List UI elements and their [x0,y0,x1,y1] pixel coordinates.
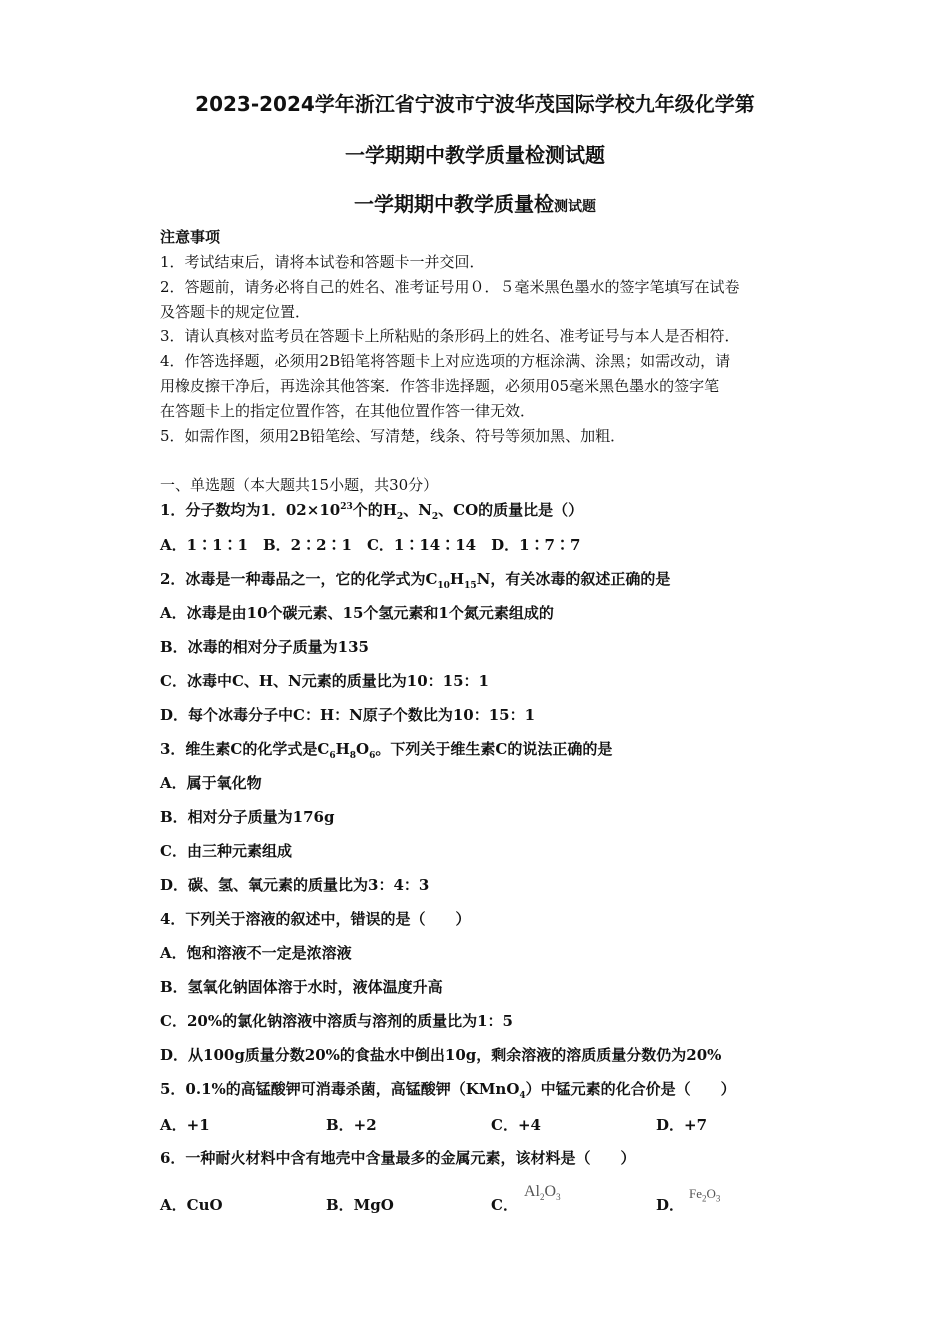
question-1-stem [160,500,583,520]
formula-subscript: 3 [556,1192,561,1203]
q2-text: H [449,570,465,588]
q3-text: O [356,740,370,758]
question-2-stem [160,569,670,589]
q3-subscript: 8 [349,751,357,761]
formula-subscript: 2 [540,1192,545,1203]
q3-subscript: 6 [369,751,376,761]
notice-item: 5．如需作图，须用2B铅笔绘、写清楚，线条、符号等须加黑、加粗． [160,427,626,445]
title-line-3-small: 测试题 [554,199,596,215]
question-6-option-a: A．CuO [160,1196,223,1214]
formula-element: Al [524,1183,540,1200]
question-6-formula-c [524,1183,561,1201]
section-heading: 一、单选题（本大题共15小题，共30分） [160,476,439,494]
question-5-option-c: C．+4 [491,1116,541,1134]
q5-subscript: 4 [519,1091,526,1101]
formula-element: O [544,1183,557,1200]
q3-text: 。下列关于维生素C的说法正确的是 [375,740,613,758]
notice-item: 用橡皮擦干净后，再选涂其他答案．作答非选择题，必须用05毫米黑色墨水的签字笔 [160,377,720,395]
question-5-stem [160,1079,736,1099]
question-4-option-c: C．20%的氯化钠溶液中溶质与溶剂的质量比为1：5 [160,1012,513,1030]
q5-text: ）中锰元素的化合价是（ ） [525,1080,736,1098]
q2-text: N，有关冰毒的叙述正确的是 [476,570,671,588]
question-3-option-c: C．由三种元素组成 [160,842,292,860]
question-2-option-c: C．冰毒中C、H、N元素的质量比为10：15：1 [160,672,489,690]
question-2-option-b: B．冰毒的相对分子质量为135 [160,638,369,656]
notice-item: 1．考试结束后，请将本试卷和答题卡一并交回． [160,253,485,271]
q2-subscript: 15 [464,581,477,591]
formula-element: O [706,1186,716,1201]
notice-item: 在答题卡上的指定位置作答，在其他位置作答一律无效． [160,402,536,420]
question-2-option-d: D．每个冰毒分子中C：H：N原子个数比为10：15：1 [160,706,536,724]
notice-item: 2．答题前，请务必将自己的姓名、准考证号用０．５毫米黑色墨水的签字笔填写在试卷 [160,278,740,296]
q2-subscript: 10 [437,581,450,591]
question-6-option-c: C． [491,1196,518,1214]
question-4-option-d: D．从100g质量分数20%的食盐水中倒出10g，剩余溶液的溶质质量分数仍为20% [160,1046,722,1064]
q1-subscript: 2 [396,512,404,522]
q1-subscript: 2 [431,512,439,522]
question-4-stem: 4．下列关于溶液的叙述中，错误的是（ ） [160,910,471,928]
q3-text: H [335,740,350,758]
formula-element: Fe [689,1186,702,1201]
q1-text: 、CO的质量比是（） [438,501,584,519]
notice-heading: 注意事项 [160,228,221,246]
formula-subscript: 2 [702,1193,707,1204]
question-3-option-b: B．相对分子质量为176g [160,808,335,826]
page-title-line-3 [0,188,950,217]
notice-item: 4．作答选择题，必须用2B铅笔将答题卡上对应选项的方框涂满、涂黑；如需改动，请 [160,352,731,370]
question-1-options: A．1∶1∶1 B．2∶2∶1 C．1∶14∶14 D．1∶7∶7 [160,536,581,554]
question-6-stem: 6．一种耐火材料中含有地壳中含量最多的金属元素，该材料是（ ） [160,1149,636,1167]
question-5-option-b: B．+2 [326,1116,377,1134]
q3-text: 3．维生素C的化学式是C [160,740,330,758]
question-5-option-d: D．+7 [656,1116,708,1134]
question-6-option-d: D． [656,1196,685,1214]
question-2-option-a: A．冰毒是由10个碳元素、15个氢元素和1个氮元素组成的 [160,604,554,622]
question-5-option-a: A．+1 [160,1116,210,1134]
question-4-option-b: B．氢氧化钠固体溶于水时，液体温度升高 [160,978,443,996]
question-3-stem [160,739,612,759]
question-4-option-a: A．饱和溶液不一定是浓溶液 [160,944,352,962]
page-title-line-1: 2023-2024学年浙江省宁波市宁波华茂国际学校九年级化学第 [195,92,755,116]
q3-subscript: 6 [329,751,336,761]
question-6-formula-d [689,1186,720,1202]
q1-text: 、N [403,501,432,519]
formula-subscript: 3 [715,1193,721,1204]
title-line-3-main: 一学期期中教学质量检 [354,192,554,216]
q1-exponent: 23 [340,502,353,512]
page-title-line-2: 一学期期中教学质量检测试题 [345,143,605,167]
q2-text: 2．冰毒是一种毒品之一，它的化学式为C [160,570,438,588]
q5-text: 5．0.1%的高锰酸钾可消毒杀菌，高锰酸钾（KMnO [160,1080,520,1098]
notice-item: 及答题卡的规定位置． [160,303,311,321]
q1-text: 1．分子数均为1．02×10 [160,501,341,519]
q1-text: 个的H [352,501,397,519]
notice-item: 3．请认真核对监考员在答题卡上所粘贴的条形码上的姓名、准考证号与本人是否相符． [160,327,740,345]
question-3-option-a: A．属于氧化物 [160,774,262,792]
question-6-option-b: B．MgO [326,1196,394,1214]
question-3-option-d: D．碳、氢、氧元素的质量比为3：4：3 [160,876,430,894]
